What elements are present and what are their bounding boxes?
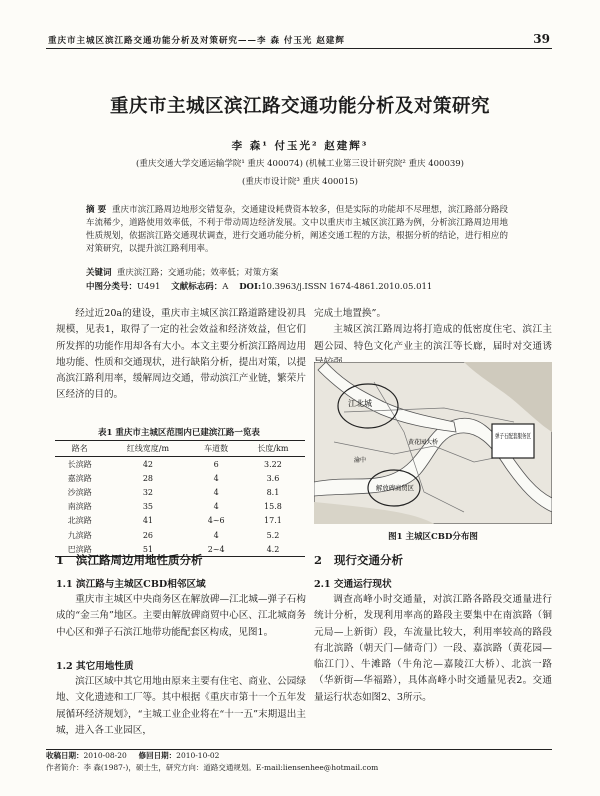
authors: 李 森¹ 付玉光² 赵建辉³: [231, 140, 369, 152]
table-cell: 42: [142, 459, 154, 469]
table-cell: 4: [213, 502, 219, 512]
figure1-caption: 图1 主城区CBD分布图: [388, 532, 478, 542]
clc-label: 中图分类号：: [86, 282, 138, 292]
section2-title: 现行交通分析: [334, 553, 404, 567]
affiliation-line-2: (重庆市设计院³ 重庆 400015): [242, 177, 358, 187]
table1: [55, 440, 305, 557]
table-cell: 26: [142, 530, 154, 540]
table-cell: 4.2: [241, 542, 305, 557]
paragraph-1-2: [56, 674, 306, 739]
keywords: [86, 266, 278, 278]
running-header: [46, 32, 552, 49]
table-cell: 长滨路: [67, 459, 92, 469]
table-cell: 4: [213, 530, 219, 540]
table-cell: 嘉滨路: [67, 473, 92, 483]
label-huanghuayuan: 黄花园大桥: [408, 439, 439, 446]
section1-heading: [56, 552, 203, 568]
keywords-label: 关键词: [86, 268, 112, 278]
label-jiefangbei-text: 解放碑商贸区: [376, 484, 415, 492]
label-danzishi: [495, 431, 547, 440]
code-label: 文献标志码：: [171, 282, 223, 292]
table1-header: 车道数: [191, 441, 240, 457]
table-row: [55, 528, 305, 542]
table-cell: 17.1: [264, 516, 282, 526]
section2-number: 2: [314, 553, 323, 567]
received-date: 2010-08-20: [83, 751, 127, 760]
label-jiefangbei: [376, 483, 414, 492]
table1-header: 长度/km: [241, 441, 305, 457]
table-cell: 15.8: [264, 502, 282, 512]
table-cell: 4: [213, 473, 219, 483]
label-danzishi-text: 弹子石配套服务区: [495, 432, 547, 440]
table-cell: 51: [104, 542, 191, 557]
right-paragraph: 主城区滨江路周边将打造成的低密度住宅、滨江主题公园、特色文化产业主的滨江等长廊，届时对交通诱: [314, 324, 552, 352]
revised-label: 修回日期：: [138, 751, 177, 760]
received-label: 收稿日期：: [46, 751, 84, 760]
table-cell: 2~4: [191, 542, 240, 557]
abstract-label: 摘 要: [86, 205, 107, 215]
abstract-text: 重庆市滨江路周边地形交错复杂，交通建设耗费资本较多，但是实际的功能却不尽理想，滨江路部分路段车流稀少，道路使用效率低，不利于带动周边经济发展。文中以重庆市主城区滨江路为例，分析滨江路周边用地性质规划，依据滨江路交通现状调查，进行交通功能分析，阐述交通工程的方法，根据分析的结论，进行相应的对策研究，以提升滨江路利用率。: [86, 205, 508, 254]
table-row: [55, 500, 305, 514]
section1-number: 1: [56, 553, 65, 567]
subsection-1-1: 1.1 滨江路与主城区CBD相邻区域: [56, 579, 206, 590]
table-cell: 32: [142, 487, 154, 497]
danzishi-box: [492, 424, 547, 458]
p21-text: 调查高峰小时交通量，对滨江路各路段交通量进行统计分析，发现利用率高的路段主要集中在南滨路（铜元局—上新街）段，车流量比较大，利用率较高的路段有北滨路（朝天门—储奇门）一段、嘉滨路（黄花园—临江门）、牛滩路（牛角沱—嘉陵江大桥）、北滨一路（华新街—华福路），具体高峰小时交通量见表2。交通量运行状态如图2、3所示。: [314, 594, 552, 703]
table-cell: 4: [213, 487, 219, 497]
paper-title: 重庆市主城区滨江路交通功能分析及对策研究: [109, 96, 490, 117]
p11-text: 重庆市主城区中央商务区在解放碑—江北城—弹子石构成的“金三角”地区。主要由解放碑商贸中心区、江北城商务中心区和弹子石滨江地带功能配套区构成，见图1。: [56, 594, 306, 638]
table1-header: 路名: [55, 441, 104, 457]
affiliation-line-1: (重庆交通大学交通运输学院¹ 重庆 400074) (机械工业第三设计研究院² 重庆 400039): [136, 159, 464, 169]
table-cell: 沙滨路: [67, 487, 92, 497]
figure1-map: [314, 362, 552, 524]
table-cell: 3.6: [266, 473, 280, 483]
classification: [86, 280, 432, 292]
table-cell: 4~6: [207, 516, 225, 526]
dates-line: [46, 750, 552, 762]
table-cell: 巴滨路: [55, 542, 104, 557]
revised-date: 2010-10-02: [176, 751, 220, 760]
continued-text: 完成土地置换”。: [314, 308, 387, 319]
table-cell: 35: [142, 502, 154, 512]
table-cell: 北滨路: [67, 516, 92, 526]
paragraph-2-1: [314, 592, 552, 706]
table1-header-row: [55, 441, 305, 457]
subsection-2-1: 2.1 交通运行现状: [314, 579, 392, 590]
running-title: 重庆市主城区滨江路交通功能分析及对策研究——李 森 付玉光 赵建辉: [48, 36, 345, 46]
intro-text: 经过近20a的建设，重庆市主城区滨江路道路建设初具规模，见表1，取得了一定的社会效益和经济效益，但它们所发挥的功能作用却各有大小。本文主要分析滨江路周边用地功能、性质和交通现状，进行缺陷分析，提出对策，以提高滨江路利用率，缓解周边交通，带动滨江产业链，繁荣片区经济的目的。: [56, 308, 306, 401]
p12-text: 滨江区域中其它用地由原来主要有住宅、商业、公园绿地、文化遗迹和工厂等。其中根据《重庆市第十一个五年发展循环经济规划》，“主城工业企业将在“十一五”末期退出主城，进入各工业园区，: [56, 676, 306, 736]
table-cell: 九滨路: [67, 530, 92, 540]
table-cell: 41: [142, 516, 154, 526]
table-row: [55, 485, 305, 499]
table-row: [55, 471, 305, 485]
table-cell: 3.22: [264, 459, 282, 469]
paragraph-1-1: [56, 592, 306, 641]
table-cell: 6: [213, 459, 219, 469]
footnote: [46, 749, 552, 774]
table1-header: 红线宽度/m: [104, 441, 191, 457]
label-yuzhong: 渝中: [354, 457, 367, 464]
section1-title: 滨江路周边用地性质分析: [76, 553, 203, 567]
author-info: 作者简介：李 森(1987-)，硕士生，研究方向：道路交通规划。E-mail:liensenhee@hotmail.com: [46, 763, 379, 772]
page-number: 39: [533, 32, 550, 46]
table-cell: 5.2: [266, 530, 280, 540]
keywords-text: 重庆滨江路；交通功能；效率低；对策方案: [116, 268, 279, 278]
table-row: [55, 514, 305, 528]
table-cell: 8.1: [266, 487, 280, 497]
table-row: [55, 457, 305, 472]
intro-paragraph: [56, 306, 306, 404]
clc-value: U491: [137, 282, 161, 292]
table-cell: 南滨路: [67, 502, 92, 512]
abstract: [86, 204, 508, 256]
subsection-1-2: 1.2 其它用地性质: [56, 661, 134, 672]
doi-label: DOI:: [239, 282, 262, 292]
section2-heading: [314, 552, 403, 568]
label-jiangbeicheng: 江北城: [348, 399, 372, 408]
table1-caption: 表1 重庆市主城区范围内已建滨江路一览表: [98, 428, 260, 438]
table-cell: 28: [142, 473, 154, 483]
doi-value: 10.3963/j.ISSN 1674-4861.2010.05.011: [261, 282, 433, 292]
code-value: A: [222, 282, 229, 292]
